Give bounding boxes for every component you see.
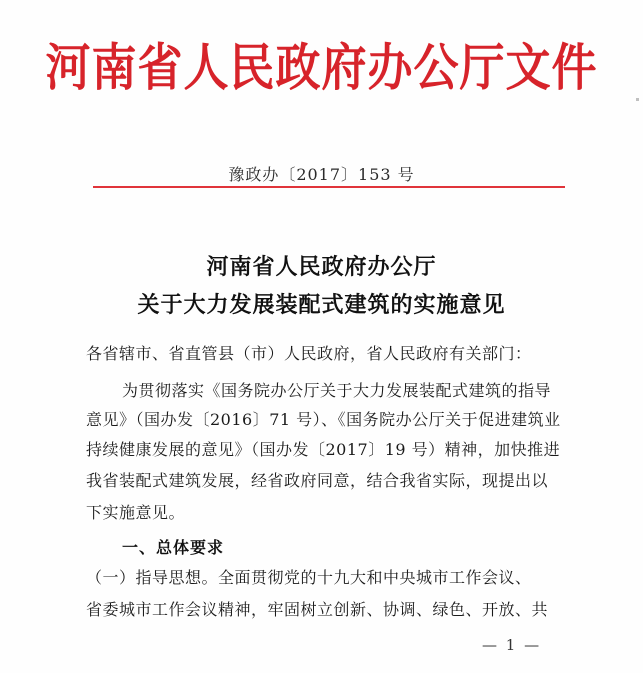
paragraph-2-line-2: 省委城市工作会议精神，牢固树立创新、协调、绿色、开放、共 [86, 600, 549, 619]
paragraph-1-line-1: 为贯彻落实《国务院办公厅关于大力发展装配式建筑的指导 [122, 381, 552, 400]
paragraph-1-line-3: 持续健康发展的意见》（国办发〔2017〕19 号）精神，加快推进 [86, 440, 561, 459]
paragraph-1-line-4: 我省装配式建筑发展，经省政府同意，结合我省实际，现提出以 [86, 471, 549, 490]
document-title-line-2: 关于大力发展装配式建筑的实施意见 [137, 293, 506, 318]
section-heading-general-requirements: 一、总体要求 [122, 538, 225, 557]
addressee-line: 各省辖市、省直管县（市）人民政府，省人民政府有关部门： [86, 344, 532, 363]
document-title-line-1: 河南省人民政府办公厅 [206, 255, 437, 280]
red-separator-line [93, 186, 565, 188]
red-masthead-title: 河南省人民政府办公厅文件 [45, 37, 598, 98]
paragraph-2-line-1: （一）指导思想。全面贯彻党的十九大和中央城市工作会议、 [86, 568, 532, 587]
document-number: 豫政办〔2017〕153 号 [228, 165, 415, 184]
paragraph-1-line-5: 下实施意见。 [86, 503, 186, 522]
paragraph-1-line-2: 意见》（国办发〔2016〕71 号）、《国务院办公厅关于促进建筑业 [86, 410, 561, 429]
page-number: — 1 — [482, 636, 542, 654]
edge-dot [636, 98, 639, 101]
